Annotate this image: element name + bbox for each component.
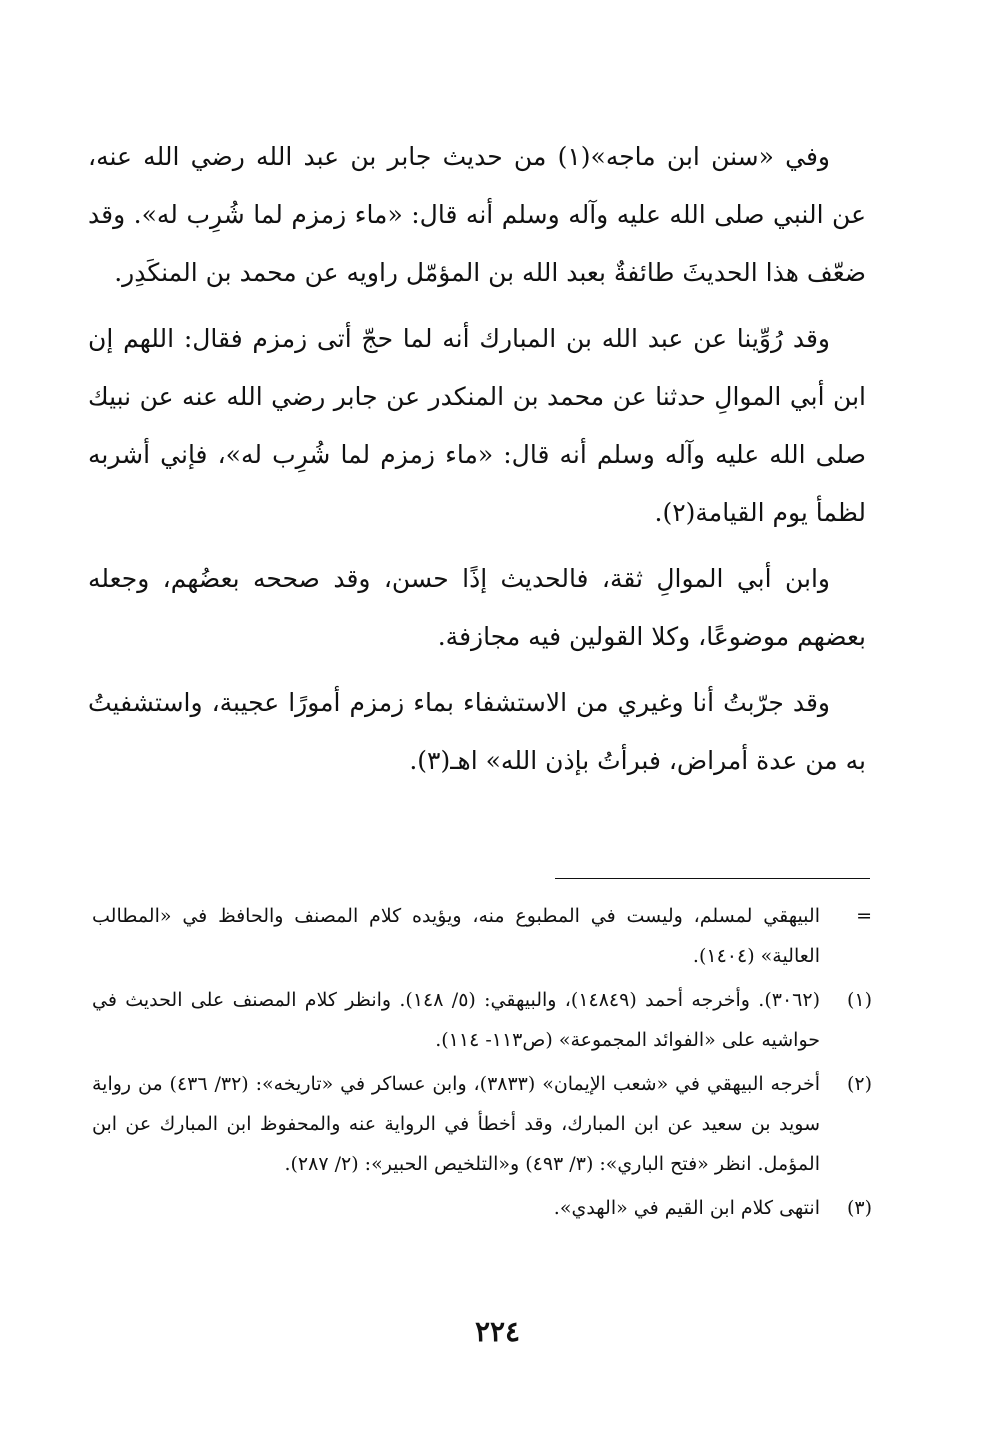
footnote-text: البيهقي لمسلم، وليست في المطبوع منه، ويؤيده كلام المصنف والحافظ في «المطالب العالية» (١٤٠٤). (92, 905, 820, 967)
footnote-mark: (١) (846, 989, 872, 1011)
footnote (92, 1188, 872, 1228)
footnote (92, 1064, 872, 1184)
paragraph: وفي «سنن ابن ماجه»(١) من حديث جابر بن عبد الله رضي الله عنه، عن النبي صلى الله عليه وآله وسلم أنه قال: «ماء زمزم لما شُرِب له». وقد ضعّف هذا الحديثَ طائفةٌ بعبد الله بن المؤمّل راويه عن محمد بن المنكَدِر. (88, 142, 866, 287)
footnote-mark: = (856, 905, 872, 927)
footnote-text: انتهى كلام ابن القيم في «الهدي». (553, 1197, 820, 1219)
paragraph: وابن أبي الموالِ ثقة، فالحديث إذًا حسن، وقد صححه بعضُهم، وجعله بعضهم موضوعًا، وكلا القولين فيه مجازفة. (88, 564, 866, 651)
paragraph: وقد جرّبتُ أنا وغيري من الاستشفاء بماء زمزم أمورًا عجيبة، واستشفيتُ به من عدة أمراض، فبرأتُ بإذن الله» اهـ(٣). (88, 688, 866, 775)
footnote-mark: (٢) (846, 1073, 872, 1095)
footnote (92, 980, 872, 1060)
main-text (88, 128, 866, 790)
footnote (92, 896, 872, 976)
page-number: ٢٢٤ (474, 1315, 521, 1348)
footnotes (92, 896, 872, 1232)
footnote-text: (٣٠٦٢). وأخرجه أحمد (١٤٨٤٩)، والبيهقي: (٥/ ١٤٨). وانظر كلام المصنف على الحديث في حواشيه على «الفوائد المجموعة» (ص١١٣- ١١٤). (92, 989, 820, 1051)
paragraph: وقد رُوِّينا عن عبد الله بن المبارك أنه لما حجّ أتى زمزم فقال: اللهم إن ابن أبي الموالِ حدثنا عن محمد بن المنكدر عن جابر رضي الله عنه عن نبيك صلى الله عليه وآله وسلم أنه قال: «ماء زمزم لما شُرِب له»، فإني أشربه لظمأ يوم القيامة(٢). (88, 324, 866, 527)
footnote-text: أخرجه البيهقي في «شعب الإيمان» (٣٨٣٣)، وابن عساكر في «تاريخه»: (٣٢/ ٤٣٦) من رواية سويد بن سعيد عن ابن المبارك، وقد أخطأ في الرواية عنه والمحفوظ ابن المبارك عن ابن المؤمل. انظر «فتح الباري»: (٣/ ٤٩٣) و«التلخيص الحبير»: (٢/ ٢٨٧). (92, 1073, 820, 1175)
footnote-mark: (٣) (846, 1197, 872, 1219)
footnote-separator (555, 878, 870, 879)
